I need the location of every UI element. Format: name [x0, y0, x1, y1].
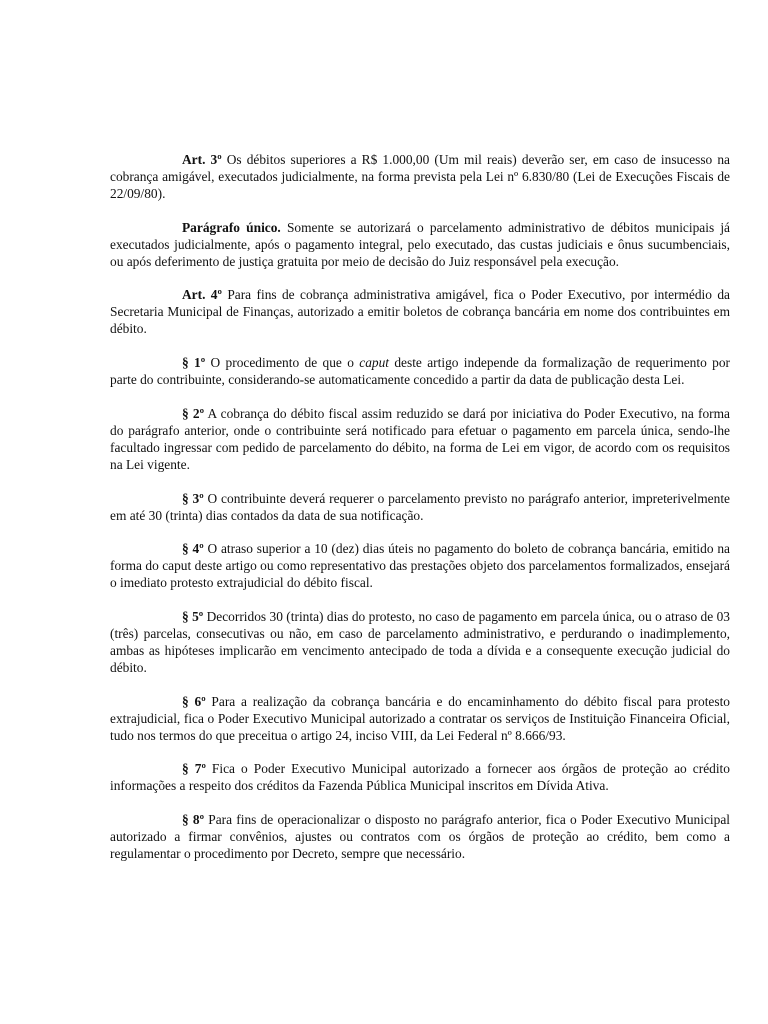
paragraph-par2	[110, 406, 730, 474]
paragraph-text: Para a realização da cobrança bancária e do encaminhamento do débito fiscal para protesto extrajudicial, fica o Poder Executivo Municipal autorizado a contratar os serviços de Instituição Financeira Oficial, tudo nos termos do que preceitua o artigo 24, inciso VIII, da Lei Federal nº 8.666/93.	[110, 693, 730, 743]
paragraph-par3	[110, 491, 730, 525]
paragraph-art3-paragrafo-unico	[110, 220, 730, 271]
paragraph-par7	[110, 761, 730, 795]
section-heading: § 1º	[182, 355, 206, 371]
paragraph-text: Para fins de cobrança administrativa amigável, fica o Poder Executivo, por intermédio da Secretaria Municipal de Finanças, autorizado a emitir boletos de cobrança bancária em nome dos contribuintes em débito.	[110, 287, 730, 337]
article-heading: Art. 3º	[182, 152, 222, 167]
paragraph-par6	[110, 694, 730, 745]
paragraph-heading: Parágrafo único.	[182, 219, 281, 235]
paragraph-text: Os débitos superiores a R$ 1.000,00 (Um mil reais) deverão ser, em caso de insucesso na cobrança amigável, executados judicialmente, na forma prevista pela Lei nº 6.830/80 (Lei de Execuções Fiscais de 22/09/80).	[110, 152, 730, 201]
section-heading: § 8º	[182, 812, 205, 828]
paragraph-art3	[110, 152, 730, 203]
paragraph-italic-term: caput	[359, 355, 389, 371]
paragraph-text: Somente se autorizará o parcelamento administrativo de débitos municipais já executados judicialmente, após o pagamento integral, pelo executado, das custas judiciais e ônus sucumbenciais, ou após deferimento de justiça gratuita por meio de decisão do Juiz responsável pela execução.	[110, 219, 730, 269]
paragraph-par1	[110, 355, 730, 389]
section-heading: § 2º	[182, 405, 205, 421]
paragraph-art4	[110, 287, 730, 338]
section-heading: § 6º	[182, 693, 206, 709]
section-heading: § 4º	[182, 541, 204, 557]
paragraph-text: O atraso superior a 10 (dez) dias úteis no pagamento do boleto de cobrança bancária, emitido na forma do caput deste artigo ou como representativo das prestações objeto dos parcelamentos formalizados, ensejará o imediato protesto extrajudicial do débito fiscal.	[110, 541, 730, 591]
paragraph-text-after: deste artigo independe da formalização de requerimento por parte do contribuinte, considerando-se automaticamente concedido a partir da data de publicação desta Lei.	[110, 355, 730, 388]
section-heading: § 7º	[182, 761, 206, 777]
paragraph-text: Decorridos 30 (trinta) dias do protesto, no caso de pagamento em parcela única, ou o atraso de 03 (três) parcelas, consecutivas ou não, em caso de parcelamento administrativo, e perdurando o inadimplemento, ambas as hipóteses implicarão em vencimento antecipado de toda a dívida e a consequente execução judicial do débito.	[110, 609, 730, 675]
paragraph-par4	[110, 541, 730, 592]
paragraph-par8	[110, 812, 730, 863]
section-heading: § 3º	[182, 490, 204, 506]
article-heading: Art. 4º	[182, 287, 222, 303]
paragraph-text: Fica o Poder Executivo Municipal autorizado a fornecer aos órgãos de proteção ao crédito informações a respeito dos créditos da Fazenda Pública Municipal inscritos em Dívida Ativa.	[110, 761, 730, 794]
paragraph-text: A cobrança do débito fiscal assim reduzido se dará por iniciativa do Poder Executivo, na forma do parágrafo anterior, onde o contribuinte será notificado para efetuar o pagamento em parcela única, sendo-lhe facultado ingressar com pedido de parcelamento do débito, na forma de Lei em vigor, de acordo com os requisitos na Lei vigente.	[110, 405, 730, 472]
paragraph-par5	[110, 609, 730, 677]
paragraph-text: O contribuinte deverá requerer o parcelamento previsto no parágrafo anterior, impreterivelmente em até 30 (trinta) dias contados da data de sua notificação.	[110, 490, 730, 523]
paragraph-text-before: O procedimento de que o	[205, 355, 360, 371]
section-heading: § 5º	[182, 609, 204, 625]
paragraph-text: Para fins de operacionalizar o disposto no parágrafo anterior, fica o Poder Executivo Municipal autorizado a firmar convênios, ajustes ou contratos com os órgãos de proteção ao crédito, bem como a regulamentar o procedimento por Decreto, sempre que necessário.	[110, 812, 730, 862]
